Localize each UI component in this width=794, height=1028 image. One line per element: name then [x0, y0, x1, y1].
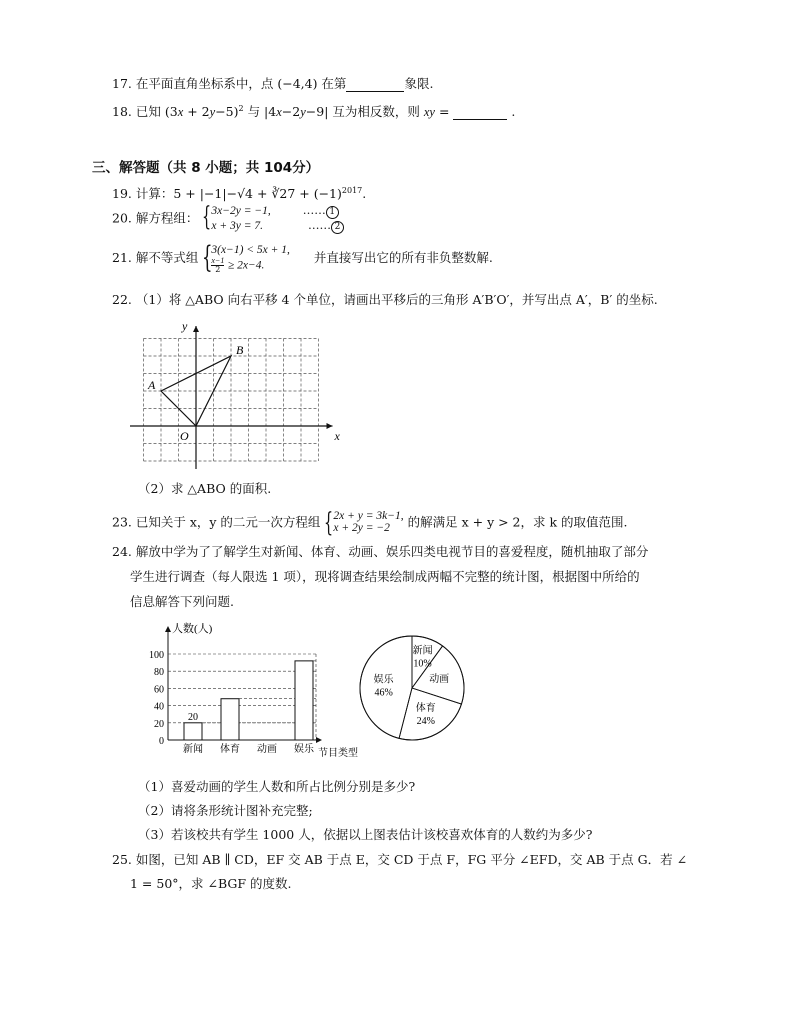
question-text: （1）将 △ABO 向右平移 4 个单位，请画出平移后的三角形 A′B′O′，并写出点 A′，B′ 的坐标.	[135, 292, 658, 307]
question-text: =	[434, 104, 454, 120]
slice-label: 体育	[415, 703, 436, 715]
question-24-line3	[130, 594, 234, 610]
dots: ……	[302, 203, 326, 217]
section-heading: 三、解答题（共 8 小题；共 104分）	[92, 160, 320, 176]
y-tick-label: 0	[159, 736, 164, 747]
y-tick-label: 60	[154, 684, 164, 696]
exponent: 2017	[341, 186, 363, 195]
grid-labels	[147, 319, 341, 443]
bar	[295, 661, 313, 740]
question-text: 计算：5 + |−1|−√4 + ∛27 + (−1)	[135, 186, 342, 202]
slice-percent: 10%	[413, 658, 432, 670]
question-20	[112, 204, 344, 234]
x-tick-label: 娱乐	[294, 744, 314, 755]
question-text: 信息解答下列问题.	[130, 594, 234, 609]
var-y: y	[209, 105, 216, 120]
x-tick-label: 动画	[257, 744, 277, 755]
pie-chart	[356, 632, 468, 744]
question-text: 解不等式组	[135, 250, 199, 265]
question-text: 象限.	[404, 76, 434, 91]
y-tick-label: 100	[149, 650, 164, 661]
y-tick-label: 20	[154, 718, 164, 730]
point-b-label: B	[236, 343, 244, 357]
axes	[130, 326, 333, 469]
equation-1: 3x−2y = −1,	[211, 205, 271, 217]
question-number: 24.	[112, 544, 132, 559]
question-text: 如图，已知 AB ∥ CD，EF 交 AB 于点 E，交 CD 于点 F，FG 平分 ∠EFD，交 AB 于点 G．若 ∠	[135, 852, 688, 867]
equation-system	[324, 510, 403, 536]
equation-2: x + 3y = 7.	[211, 220, 263, 232]
x-axis-arrow-icon	[316, 737, 322, 743]
equation-system	[202, 204, 344, 234]
question-24-line2	[130, 569, 640, 585]
question-text: 与 |4	[243, 104, 277, 120]
question-24-sub3	[138, 827, 592, 843]
denominator: 2	[215, 265, 221, 274]
brace-icon: {	[324, 508, 334, 538]
question-number: 17.	[112, 76, 132, 91]
y-tick-label: 80	[154, 667, 164, 679]
question-text: −2	[281, 104, 301, 120]
bar	[221, 699, 239, 740]
y-axis-label: 人数(人)	[172, 623, 213, 635]
question-text: （1）喜爱动画的学生人数和所占比例分别是多少?	[138, 779, 416, 794]
answer-blank[interactable]	[346, 79, 404, 92]
question-text: .	[362, 186, 367, 202]
slice-label: 娱乐	[373, 674, 394, 686]
inequality-system	[202, 240, 290, 275]
question-text: 在平面直角坐标系中，点 (−4,4) 在第	[135, 76, 347, 91]
question-25-line2	[130, 876, 292, 892]
equation-1: 2x + y = 3k−1,	[333, 510, 404, 522]
question-text: 解放中学为了了解学生对新闻、体育、动画、娱乐四类电视节目的喜爱程度，随机抽取了部分	[135, 544, 649, 559]
question-18	[112, 101, 515, 120]
question-23	[112, 510, 628, 536]
question-21	[112, 240, 493, 275]
question-text: 解方程组：	[135, 210, 199, 226]
question-number: 22.	[112, 292, 132, 307]
slice-label: 动画	[429, 674, 450, 686]
fraction	[211, 257, 224, 274]
brace-icon: {	[202, 202, 212, 232]
var-xy: xy	[423, 105, 435, 120]
question-25-line1	[112, 852, 687, 868]
question-24-sub1	[138, 779, 415, 795]
x-axis-label: x	[334, 429, 340, 443]
question-text: （3）若该校共有学生 1000 人，依据以上图表估计该校喜欢体育的人数约为多少?	[138, 827, 593, 842]
var-x: x	[276, 105, 282, 120]
coordinate-grid	[128, 316, 348, 476]
slice-percent: 46%	[374, 687, 393, 699]
numerator: x−1	[211, 256, 225, 265]
dots: ……	[307, 218, 331, 232]
inequality-1: 3(x−1) < 5x + 1,	[211, 244, 290, 256]
question-text: 并直接写出它的所有非负整数解.	[313, 250, 493, 265]
slice-percent: 24%	[416, 716, 435, 728]
question-24-line1	[112, 544, 648, 560]
circled-number: 1	[326, 206, 339, 219]
var-y: y	[300, 105, 306, 120]
question-text: 已知 (3	[135, 104, 178, 120]
brace-icon: {	[202, 240, 213, 275]
exponent: 2	[238, 104, 244, 113]
var-x: x	[177, 105, 184, 120]
y-axis-arrow-icon	[165, 626, 171, 632]
x-tick-label: 新闻	[183, 744, 203, 755]
question-number: 23.	[112, 514, 132, 530]
answer-blank[interactable]	[453, 107, 507, 120]
question-number: 20.	[112, 210, 132, 226]
y-axis-label: y	[182, 319, 188, 333]
equation-2: x + 2y = −2	[333, 522, 390, 534]
question-text: −5)	[215, 104, 239, 120]
circled-number: 2	[331, 221, 344, 234]
x-tick-label: 体育	[220, 744, 240, 755]
question-22-part2	[138, 481, 271, 497]
x-axis-label: 节目类型	[318, 748, 358, 759]
question-text: （2）请将条形统计图补充完整;	[138, 803, 313, 818]
question-text: （2）求 △ABO 的面积.	[138, 481, 272, 496]
question-text: 学生进行调查（每人限选 1 项），现将调查结果绘制成两幅不完整的统计图，根据图中所给的	[130, 569, 640, 584]
question-text: .	[511, 104, 516, 120]
point-a-label: A	[148, 378, 156, 392]
question-number: 21.	[112, 250, 132, 265]
question-19	[112, 183, 366, 202]
question-text: 1 = 50°，求 ∠BGF 的度数.	[130, 876, 292, 891]
question-text: 的解满足 x + y > 2，求 k 的取值范围.	[407, 514, 628, 530]
slice-label: 新闻	[412, 645, 433, 657]
question-number: 18.	[112, 104, 132, 120]
question-number: 19.	[112, 186, 132, 202]
y-axis-arrow-icon	[193, 326, 199, 332]
question-number: 25.	[112, 852, 132, 867]
bar	[184, 723, 202, 740]
data-label: 20	[188, 711, 198, 723]
question-22	[112, 292, 658, 308]
question-text: 已知关于 x，y 的二元一次方程组	[135, 514, 321, 530]
bar-chart	[138, 620, 358, 760]
question-17	[112, 76, 433, 92]
inequality-2: ≥ 2x−4.	[227, 259, 265, 272]
y-tick-label: 40	[154, 701, 164, 713]
origin-label: O	[180, 429, 189, 443]
question-text: + 2	[183, 104, 210, 120]
x-axis-arrow-icon	[327, 423, 333, 429]
question-24-sub2	[138, 803, 313, 819]
question-text: −9| 互为相反数，则	[305, 104, 424, 120]
